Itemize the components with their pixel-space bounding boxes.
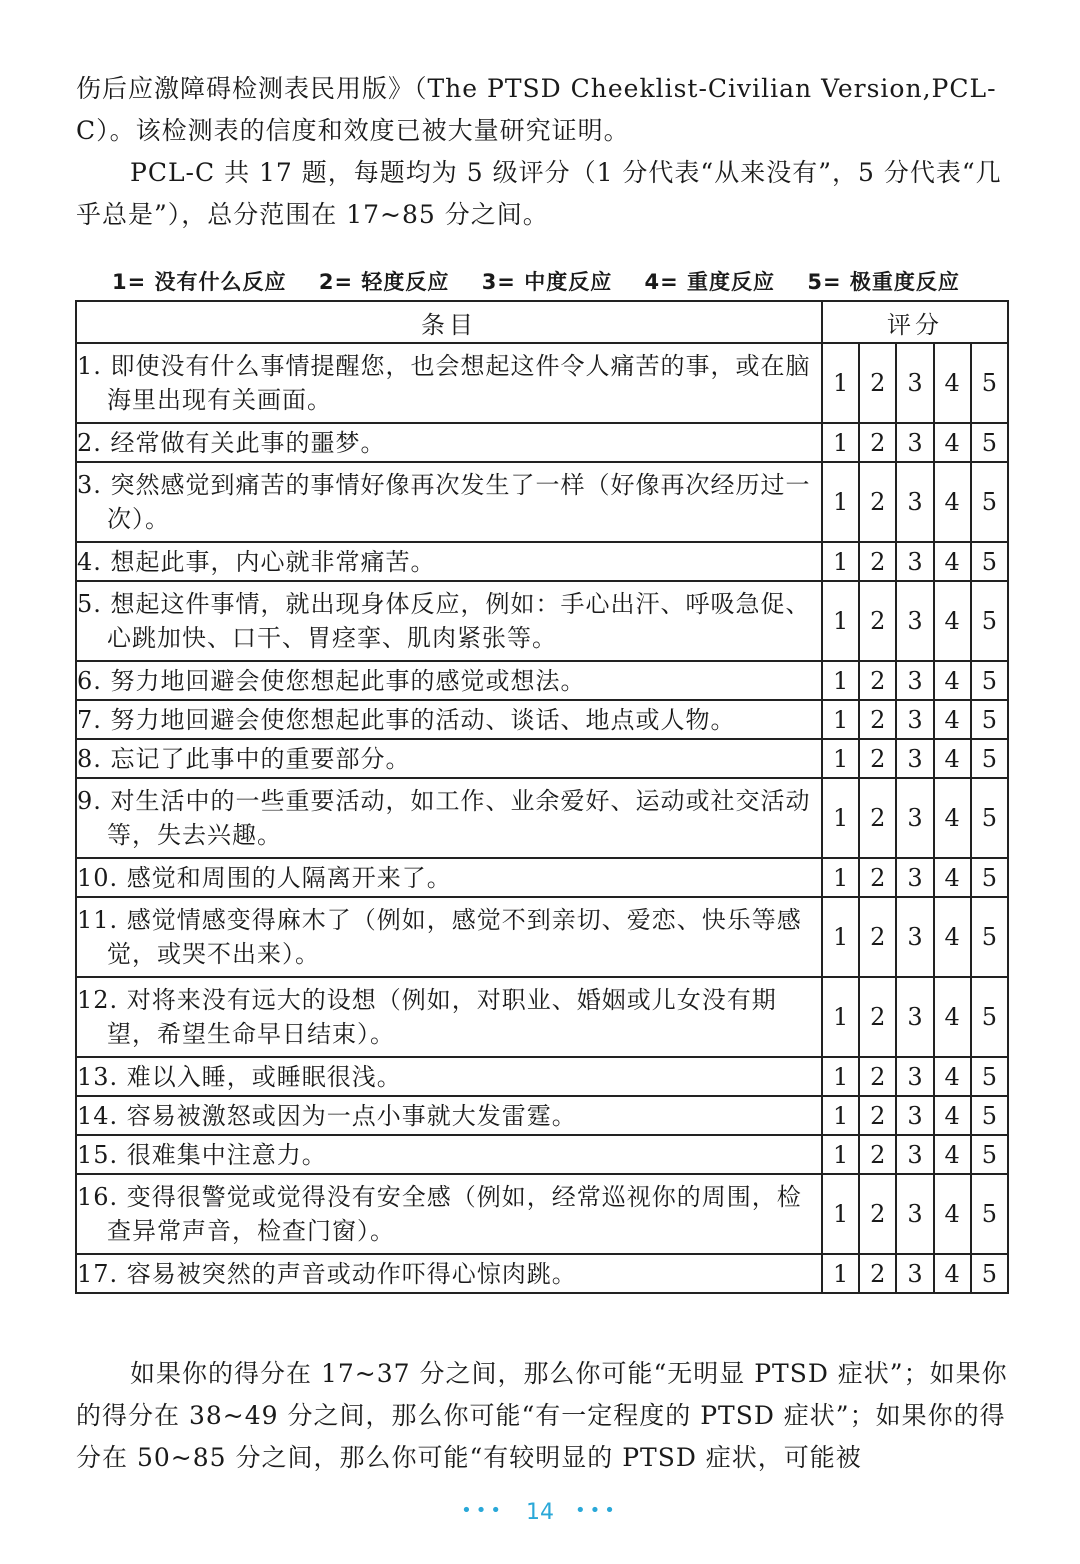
item-cell <box>76 542 822 581</box>
item-text: 17. 容易被突然的声音或动作吓得心惊肉跳。 <box>77 1259 577 1288</box>
score-option-2[interactable]: 2 <box>859 581 896 661</box>
score-option-2[interactable]: 2 <box>859 462 896 542</box>
score-option-3[interactable]: 3 <box>896 1096 933 1135</box>
table-header-row <box>76 301 1008 343</box>
score-option-1[interactable]: 1 <box>822 700 859 739</box>
score-option-4[interactable]: 4 <box>934 1096 971 1135</box>
page-number: 14 <box>526 1500 554 1525</box>
score-option-5[interactable]: 5 <box>971 1057 1008 1096</box>
score-option-4[interactable]: 4 <box>934 661 971 700</box>
item-text: 7. 努力地回避会使您想起此事的活动、谈话、地点或人物。 <box>77 705 736 734</box>
scale-label: 4= 重度反应 <box>644 270 776 294</box>
item-cell <box>76 423 822 462</box>
intro-paragraph-2: PCL-C 共 17 题，每题均为 5 级评分（1 分代表“从来没有”，5 分代表“几乎总是”），总分范围在 17~85 分之间。 <box>76 158 1002 229</box>
intro-paragraph-1: 伤后应激障碍检测表民用版》（The PTSD Cheeklist-Civilian Version,PCL-C）。该检测表的信度和效度已被大量研究证明。 <box>76 74 997 145</box>
score-option-5[interactable]: 5 <box>971 1254 1008 1293</box>
score-option-2[interactable]: 2 <box>859 1135 896 1174</box>
score-option-3[interactable]: 3 <box>896 462 933 542</box>
score-option-3[interactable]: 3 <box>896 977 933 1057</box>
score-option-1[interactable]: 1 <box>822 542 859 581</box>
score-option-4[interactable]: 4 <box>934 739 971 778</box>
table-row <box>76 343 1008 423</box>
score-option-3[interactable]: 3 <box>896 1174 933 1254</box>
score-option-3[interactable]: 3 <box>896 581 933 661</box>
score-option-2[interactable]: 2 <box>859 858 896 897</box>
item-cell <box>76 462 822 542</box>
score-option-1[interactable]: 1 <box>822 1096 859 1135</box>
table-row <box>76 542 1008 581</box>
table-row <box>76 977 1008 1057</box>
score-option-5[interactable]: 5 <box>971 1096 1008 1135</box>
score-option-5[interactable]: 5 <box>971 739 1008 778</box>
score-option-5[interactable]: 5 <box>971 661 1008 700</box>
score-option-2[interactable]: 2 <box>859 1057 896 1096</box>
score-option-3[interactable]: 3 <box>896 1057 933 1096</box>
item-text: 10. 感觉和周围的人隔离开来了。 <box>77 863 452 892</box>
item-text: 15. 很难集中注意力。 <box>77 1140 327 1169</box>
score-option-2[interactable]: 2 <box>859 343 896 423</box>
item-text: 4. 想起此事，内心就非常痛苦。 <box>77 547 436 576</box>
score-option-5[interactable]: 5 <box>971 462 1008 542</box>
table-row <box>76 858 1008 897</box>
score-option-4[interactable]: 4 <box>934 462 971 542</box>
score-option-2[interactable]: 2 <box>859 977 896 1057</box>
score-option-2[interactable]: 2 <box>859 423 896 462</box>
item-text: 12. 对将来没有远大的设想（例如，对职业、婚姻或儿女没有期望，希望生命早日结束）。 <box>77 986 777 1048</box>
table-row <box>76 1096 1008 1135</box>
score-option-2[interactable]: 2 <box>859 700 896 739</box>
score-option-1[interactable]: 1 <box>822 1174 859 1254</box>
score-option-2[interactable]: 2 <box>859 1254 896 1293</box>
page-footer <box>0 1500 1080 1525</box>
score-option-1[interactable]: 1 <box>822 977 859 1057</box>
table-row <box>76 778 1008 858</box>
score-option-2[interactable]: 2 <box>859 542 896 581</box>
score-option-1[interactable]: 1 <box>822 739 859 778</box>
score-option-4[interactable]: 4 <box>934 1057 971 1096</box>
score-option-3[interactable]: 3 <box>896 1254 933 1293</box>
item-cell <box>76 581 822 661</box>
score-option-3[interactable]: 3 <box>896 858 933 897</box>
item-cell <box>76 977 822 1057</box>
item-text: 1. 即使没有什么事情提醒您，也会想起这件令人痛苦的事，或在脑海里出现有关画面。 <box>77 352 811 414</box>
table-row <box>76 897 1008 977</box>
score-option-3[interactable]: 3 <box>896 542 933 581</box>
score-option-4[interactable]: 4 <box>934 1254 971 1293</box>
score-option-3[interactable]: 3 <box>896 897 933 977</box>
item-cell <box>76 700 822 739</box>
score-option-4[interactable]: 4 <box>934 542 971 581</box>
score-option-1[interactable]: 1 <box>822 1135 859 1174</box>
item-cell <box>76 897 822 977</box>
score-option-5[interactable]: 5 <box>971 542 1008 581</box>
table-row <box>76 1057 1008 1096</box>
score-option-5[interactable]: 5 <box>971 778 1008 858</box>
item-cell <box>76 778 822 858</box>
item-cell <box>76 1096 822 1135</box>
score-option-5[interactable]: 5 <box>971 977 1008 1057</box>
table-row <box>76 661 1008 700</box>
scale-label: 3= 中度反应 <box>481 270 613 294</box>
score-option-5[interactable]: 5 <box>971 858 1008 897</box>
score-option-2[interactable]: 2 <box>859 739 896 778</box>
table-row <box>76 581 1008 661</box>
page-dots-left: ••• <box>461 1500 505 1521</box>
item-text: 13. 难以入睡，或睡眠很浅。 <box>77 1062 402 1091</box>
score-option-4[interactable]: 4 <box>934 1174 971 1254</box>
score-option-4[interactable]: 4 <box>934 700 971 739</box>
table-row <box>76 1174 1008 1254</box>
score-option-3[interactable]: 3 <box>896 700 933 739</box>
item-cell <box>76 739 822 778</box>
score-option-5[interactable]: 5 <box>971 581 1008 661</box>
score-option-2[interactable]: 2 <box>859 1096 896 1135</box>
score-option-1[interactable]: 1 <box>822 1254 859 1293</box>
item-text: 3. 突然感觉到痛苦的事情好像再次发生了一样（好像再次经历过一次）。 <box>77 471 811 533</box>
score-option-1[interactable]: 1 <box>822 423 859 462</box>
score-option-2[interactable]: 2 <box>859 661 896 700</box>
header-item: 条目 <box>76 301 822 343</box>
score-option-3[interactable]: 3 <box>896 661 933 700</box>
page-dots-right: ••• <box>575 1500 619 1521</box>
score-option-4[interactable]: 4 <box>934 897 971 977</box>
score-option-3[interactable]: 3 <box>896 1135 933 1174</box>
score-option-1[interactable]: 1 <box>822 858 859 897</box>
score-option-4[interactable]: 4 <box>934 423 971 462</box>
item-text: 5. 想起这件事情，就出现身体反应，例如：手心出汗、呼吸急促、心跳加快、口干、胃痉挛、肌肉紧张等。 <box>77 590 811 652</box>
score-option-1[interactable]: 1 <box>822 778 859 858</box>
item-cell <box>76 343 822 423</box>
score-option-2[interactable]: 2 <box>859 1174 896 1254</box>
item-text: 6. 努力地回避会使您想起此事的感觉或想法。 <box>77 666 586 695</box>
item-text: 16. 变得很警觉或觉得没有安全感（例如，经常巡视你的周围，检查异常声音，检查门窗）。 <box>77 1183 802 1245</box>
item-cell <box>76 661 822 700</box>
pcl-c-table <box>75 300 1009 1294</box>
score-option-5[interactable]: 5 <box>971 700 1008 739</box>
item-text: 2. 经常做有关此事的噩梦。 <box>77 428 386 457</box>
scale-label: 2= 轻度反应 <box>318 270 450 294</box>
score-option-1[interactable]: 1 <box>822 1057 859 1096</box>
header-score: 评分 <box>822 301 1008 343</box>
score-option-1[interactable]: 1 <box>822 661 859 700</box>
table-row <box>76 423 1008 462</box>
scale-label: 1= 没有什么反应 <box>112 270 287 294</box>
score-option-1[interactable]: 1 <box>822 897 859 977</box>
score-option-5[interactable]: 5 <box>971 1135 1008 1174</box>
table-row <box>76 462 1008 542</box>
score-option-3[interactable]: 3 <box>896 423 933 462</box>
item-cell <box>76 1254 822 1293</box>
table-row <box>76 700 1008 739</box>
score-option-4[interactable]: 4 <box>934 977 971 1057</box>
item-cell <box>76 1057 822 1096</box>
item-text: 11. 感觉情感变得麻木了（例如，感觉不到亲切、爱恋、快乐等感觉，或哭不出来）。 <box>77 906 802 968</box>
score-option-2[interactable]: 2 <box>859 897 896 977</box>
score-option-4[interactable]: 4 <box>934 581 971 661</box>
scoring-paragraph: 如果你的得分在 17~37 分之间，那么你可能“无明显 PTSD 症状”；如果你的得分在 38~49 分之间，那么你可能“有一定程度的 PTSD 症状”；如果你的得分在 50~85 分之间，那么你可能“有较明显的 PTSD 症状，可能被 <box>76 1359 1008 1472</box>
item-text: 14. 容易被激怒或因为一点小事就大发雷霆。 <box>77 1101 577 1130</box>
table-row <box>76 1135 1008 1174</box>
table-row <box>76 739 1008 778</box>
score-option-4[interactable]: 4 <box>934 343 971 423</box>
score-option-4[interactable]: 4 <box>934 1135 971 1174</box>
score-option-5[interactable]: 5 <box>971 343 1008 423</box>
score-option-3[interactable]: 3 <box>896 739 933 778</box>
item-text: 8. 忘记了此事中的重要部分。 <box>77 744 411 773</box>
score-option-5[interactable]: 5 <box>971 897 1008 977</box>
item-cell <box>76 1135 822 1174</box>
score-option-1[interactable]: 1 <box>822 462 859 542</box>
rating-scale-legend <box>112 266 1012 296</box>
score-option-3[interactable]: 3 <box>896 778 933 858</box>
score-option-3[interactable]: 3 <box>896 343 933 423</box>
score-option-2[interactable]: 2 <box>859 778 896 858</box>
table-row <box>76 1254 1008 1293</box>
score-option-4[interactable]: 4 <box>934 778 971 858</box>
item-cell <box>76 858 822 897</box>
item-cell <box>76 1174 822 1254</box>
item-text: 9. 对生活中的一些重要活动，如工作、业余爱好、运动或社交活动等，失去兴趣。 <box>77 787 811 849</box>
score-option-4[interactable]: 4 <box>934 858 971 897</box>
score-option-5[interactable]: 5 <box>971 1174 1008 1254</box>
scale-label: 5= 极重度反应 <box>807 270 960 294</box>
score-option-1[interactable]: 1 <box>822 343 859 423</box>
score-option-5[interactable]: 5 <box>971 423 1008 462</box>
score-option-1[interactable]: 1 <box>822 581 859 661</box>
